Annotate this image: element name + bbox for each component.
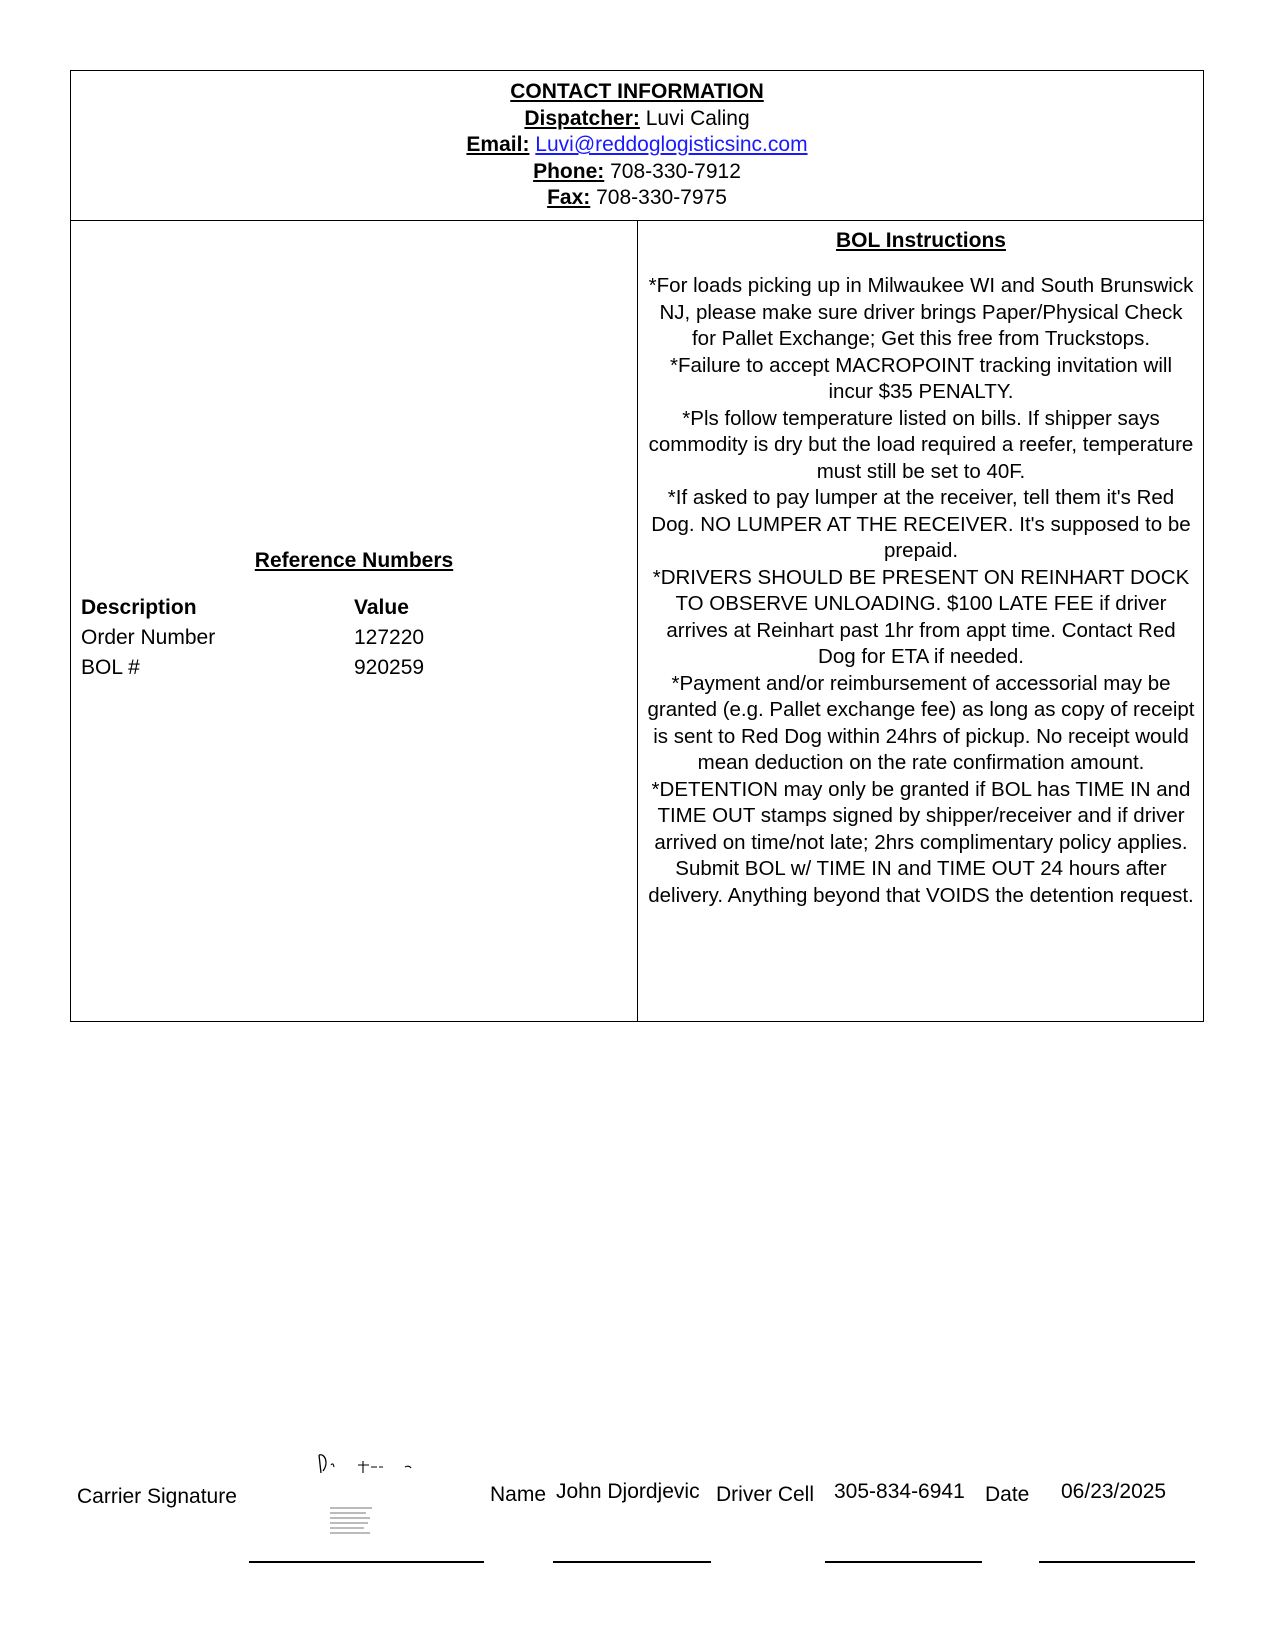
date-value: 06/23/2025 <box>1061 1480 1167 1503</box>
bol-instructions-body <box>639 273 1203 909</box>
table-row <box>81 653 424 683</box>
reference-table <box>81 593 424 683</box>
reference-numbers-heading: Reference Numbers <box>254 549 454 572</box>
instruction-item: *Pls follow temperature listed on bills. If shipper says commodity is dry but the load required a reefer, temperature must still be set to 40F. <box>648 406 1194 483</box>
fax-line <box>71 185 1203 212</box>
contact-title: CONTACT INFORMATION <box>510 80 764 103</box>
digital-signature-stamp <box>328 1505 376 1539</box>
dispatcher-line <box>71 106 1203 133</box>
fax-label: Fax: <box>547 186 591 209</box>
instruction-item: *DRIVERS SHOULD BE PRESENT ON REINHART DOCK TO OBSERVE UNLOADING. $100 LATE FEE if driver arrives at Reinhart past 1hr from appt time. Contact Red Dog for ETA if needed. <box>652 565 1190 668</box>
carrier-signature-label: Carrier Signature <box>77 1485 237 1508</box>
bol-instructions-section <box>639 221 1203 1021</box>
fax-number: 708-330-7975 <box>596 186 727 209</box>
description-header: Description <box>81 596 197 619</box>
instruction-item: *DETENTION may only be granted if BOL has TIME IN and TIME OUT stamps signed by shipper/receiver and if driver arrived on time/not late; 2hrs complimentary policy applies. Submit BOL w/ TIME IN and TIME OUT 24 hours after delivery. Anything beyond that VOIDS the detention request. <box>648 777 1194 907</box>
row-value: 127220 <box>354 626 425 649</box>
driver-cell-label: Driver Cell <box>716 1483 815 1506</box>
table-row <box>81 623 424 653</box>
dispatcher-name: Luvi Caling <box>645 106 750 130</box>
signature-line <box>249 1561 484 1563</box>
row-description: Order Number <box>81 626 216 649</box>
instruction-item: *Failure to accept MACROPOINT tracking invitation will incur $35 PENALTY. <box>669 353 1173 403</box>
table-header-row <box>81 593 424 623</box>
column-divider <box>637 221 638 1021</box>
reference-numbers-section <box>71 221 637 1021</box>
phone-number: 708-330-7912 <box>610 159 741 183</box>
date-label: Date <box>985 1483 1030 1506</box>
dispatcher-label: Dispatcher: <box>524 106 640 130</box>
email-label: Email: <box>466 133 530 156</box>
driver-name: John Djordjevic <box>556 1480 700 1503</box>
row-description: BOL # <box>81 656 140 679</box>
email-line <box>71 132 1203 159</box>
phone-line <box>71 159 1203 186</box>
signature-scribble <box>315 1449 425 1489</box>
instruction-item: *If asked to pay lumper at the receiver, tell them it's Red Dog. NO LUMPER AT THE RECEIVER. It's supposed to be prepaid. <box>651 486 1191 562</box>
row-value: 920259 <box>354 656 425 679</box>
contact-information-section <box>71 71 1203 221</box>
name-line <box>553 1561 711 1563</box>
date-line <box>1039 1561 1195 1563</box>
email-link[interactable]: Luvi@reddoglogisticsinc.com <box>535 133 808 156</box>
instruction-item: *Payment and/or reimbursement of accessorial may be granted (e.g. Pallet exchange fee) as long as copy of receipt is sent to Red Dog within 24hrs of pickup. No receipt would mean deduction on the rate confirmation amount. <box>647 671 1195 774</box>
name-label: Name <box>490 1483 547 1506</box>
instruction-item: *For loads picking up in Milwaukee WI and South Brunswick NJ, please make sure driver brings Paper/Physical Check for Pallet Exchange; Get this free from Truckstops. <box>648 274 1194 350</box>
phone-label: Phone: <box>533 159 605 183</box>
driver-cell-line <box>825 1561 982 1563</box>
document-frame <box>70 70 1204 1022</box>
driver-cell-number: 305-834-6941 <box>834 1480 965 1503</box>
bol-instructions-heading: BOL Instructions <box>836 229 1006 252</box>
value-header: Value <box>354 596 409 619</box>
